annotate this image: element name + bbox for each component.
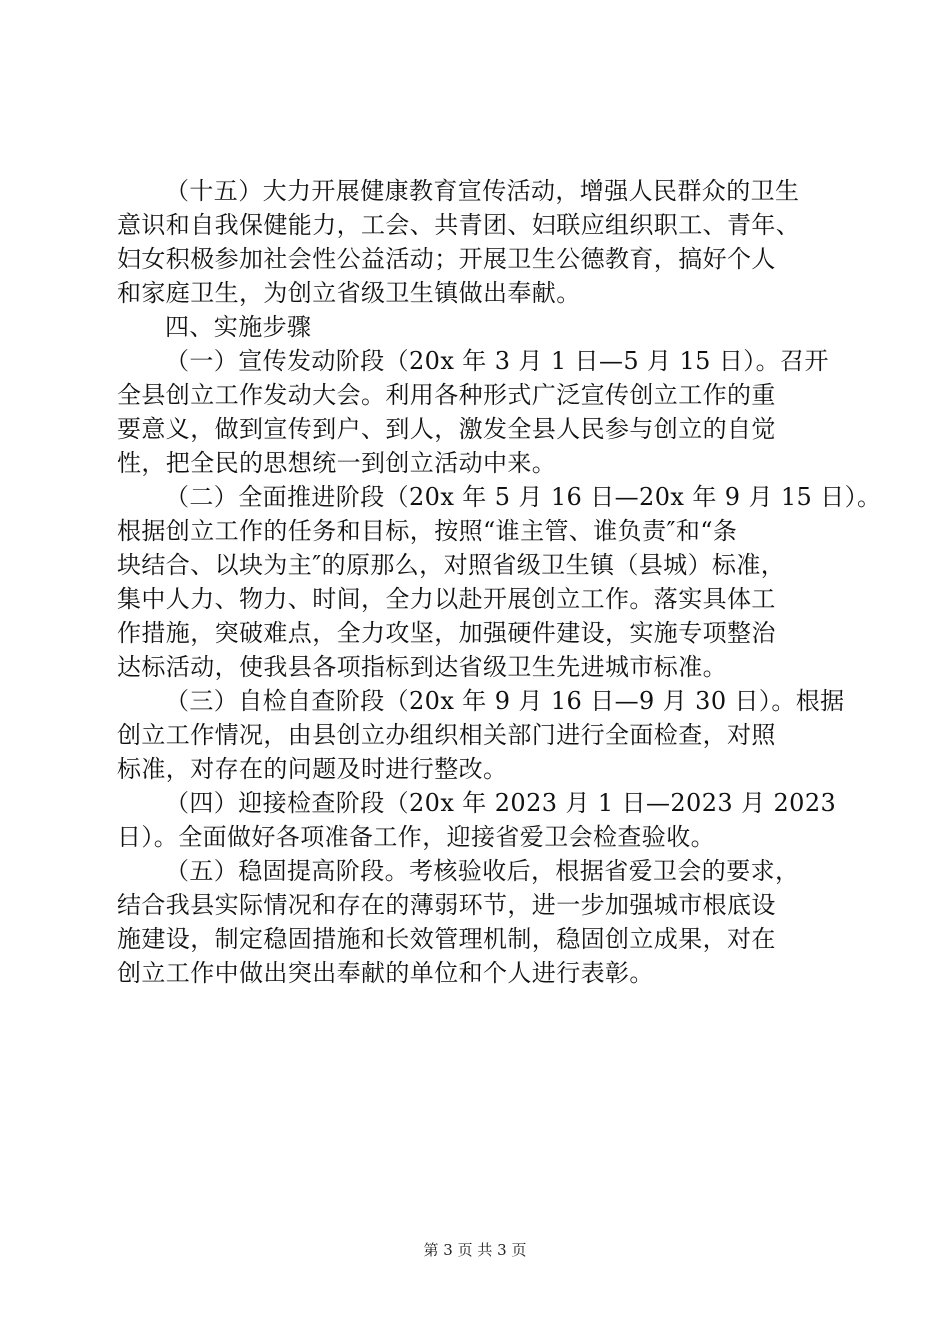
section-heading-implementation-steps — [117, 310, 837, 344]
paragraph-line: 达标活动，使我县各项指标到达省级卫生先进城市标准。 — [117, 653, 727, 681]
paragraph-line: （三）自检自查阶段（20x 年 9 月 16 日—9 月 30 日）。根据 — [165, 687, 845, 715]
document-body — [117, 174, 882, 990]
paragraph-line: 标准，对存在的问题及时进行整改。 — [117, 755, 508, 783]
paragraph-line: 性，把全民的思想统一到创立活动中来。 — [117, 449, 557, 477]
paragraph-step-1 — [117, 344, 837, 480]
paragraph-line: （五）稳固提高阶段。考核验收后，根据省爱卫会的要求， — [165, 857, 800, 885]
section-heading: 四、实施步骤 — [165, 313, 312, 341]
paragraph-line: 结合我县实际情况和存在的薄弱环节，进一步加强城市根底设 — [117, 891, 776, 919]
paragraph-line: 创立工作中做出突出奉献的单位和个人进行表彰。 — [117, 959, 654, 987]
paragraph-line: （十五）大力开展健康教育宣传活动，增强人民群众的卫生 — [165, 177, 800, 205]
paragraph-line: （四）迎接检查阶段（20x 年 2023 月 1 日—2023 月 2023 — [165, 789, 837, 817]
paragraph-step-5 — [117, 854, 837, 990]
paragraph-step-2 — [117, 480, 882, 684]
paragraph-line: 和家庭卫生，为创立省级卫生镇做出奉献。 — [117, 279, 581, 307]
paragraph-step-4 — [117, 786, 837, 854]
paragraph-line: 要意义，做到宣传到户、到人，激发全县人民参与创立的自觉 — [117, 415, 776, 443]
paragraph-line: （一）宣传发动阶段（20x 年 3 月 1 日—5 月 15 日）。召开 — [165, 347, 829, 375]
paragraph-line: 块结合、以块为主″的原那么，对照省级卫生镇（县城）标准， — [117, 551, 786, 579]
paragraph-line: 日）。全面做好各项准备工作，迎接省爱卫会检查验收。 — [117, 823, 715, 851]
paragraph-line: 全县创立工作发动大会。利用各种形式广泛宣传创立工作的重 — [117, 381, 776, 409]
page-number-footer: 第 3 页 共 3 页 — [423, 1241, 527, 1259]
paragraph-line: 作措施，突破难点，全力攻坚，加强硬件建设，实施专项整治 — [117, 619, 776, 647]
paragraph-line: 集中人力、物力、时间，全力以赴开展创立工作。落实具体工 — [117, 585, 776, 613]
paragraph-line: 妇女积极参加社会性公益活动；开展卫生公德教育，搞好个人 — [117, 245, 776, 273]
paragraph-line: 创立工作情况，由县创立办组织相关部门进行全面检查，对照 — [117, 721, 776, 749]
paragraph-step-3 — [117, 684, 845, 786]
paragraph-line: 意识和自我保健能力，工会、共青团、妇联应组织职工、青年、 — [117, 211, 801, 239]
paragraph-line: （二）全面推进阶段（20x 年 5 月 16 日—20x 年 9 月 15 日）。 — [165, 483, 882, 511]
paragraph-line: 施建设，制定稳固措施和长效管理机制，稳固创立成果，对在 — [117, 925, 776, 953]
paragraph-item-15 — [117, 174, 837, 310]
paragraph-line: 根据创立工作的任务和目标，按照“谁主管、谁负责″和“条 — [117, 517, 738, 545]
